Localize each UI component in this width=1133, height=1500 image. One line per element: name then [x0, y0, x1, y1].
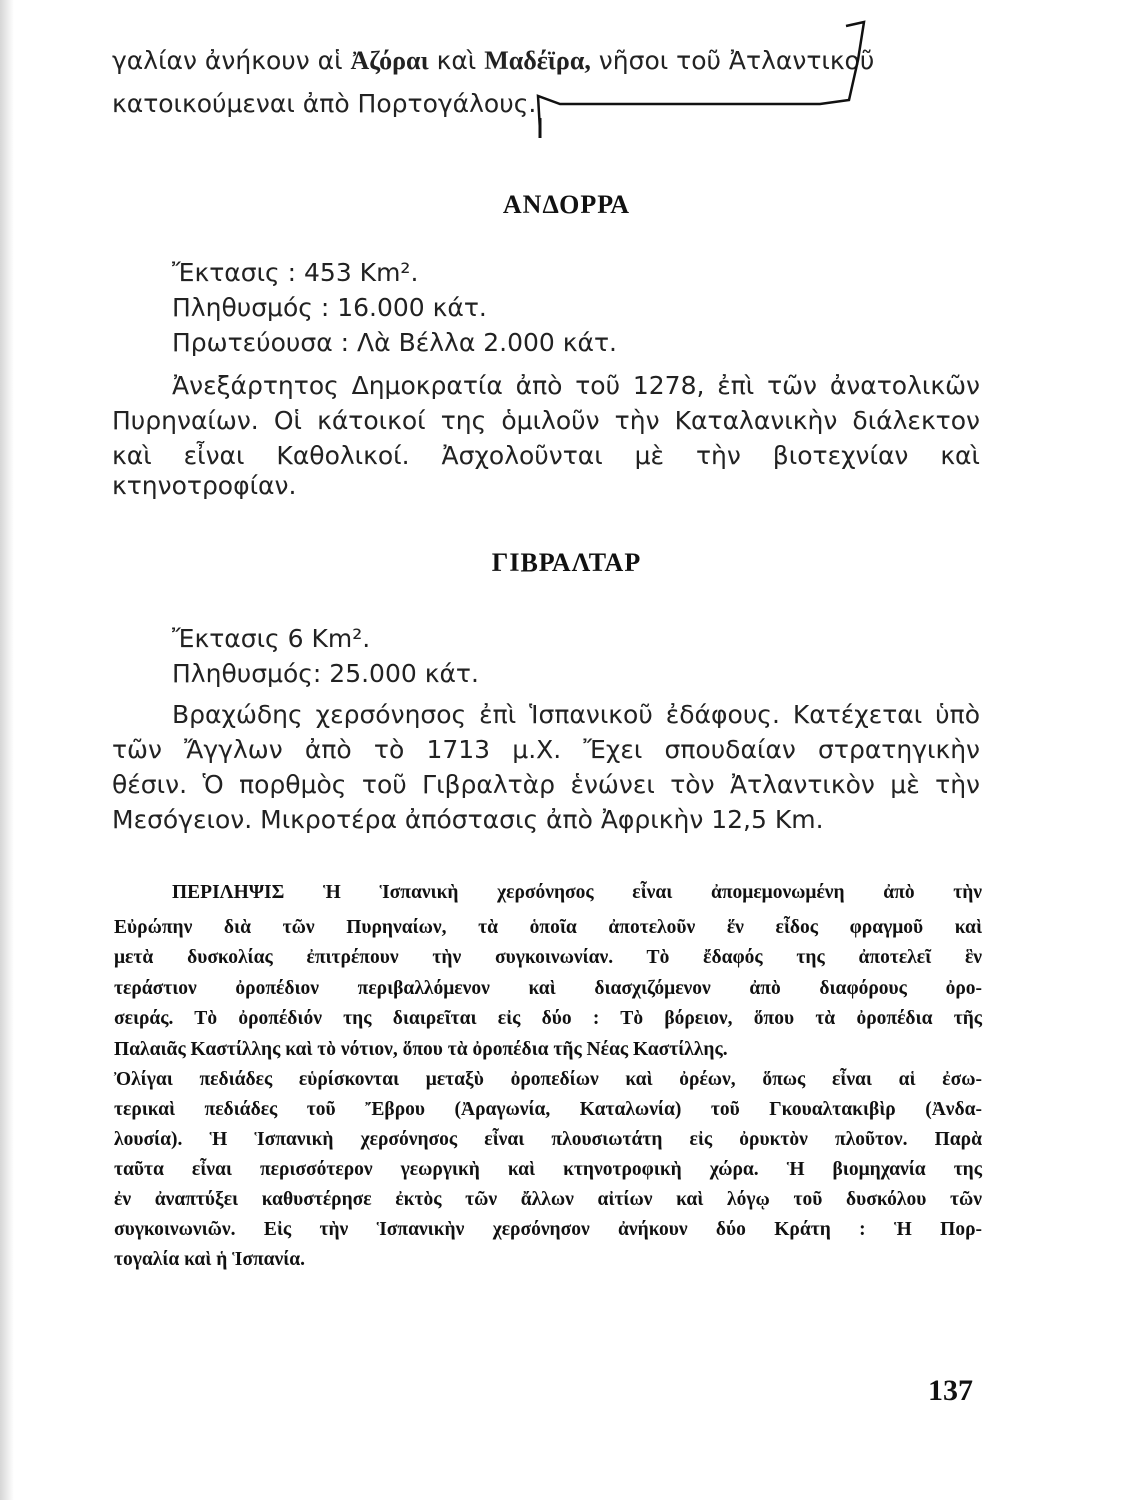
summary-line-13: τογαλία καὶ ἡ Ἱσπανία. [114, 1249, 306, 1270]
intro-text-a: γαλίαν ἀνήκουν αἱ [112, 46, 351, 75]
andorra-capital: Πρωτεύουσα : Λὰ Βέλλα 2.000 κάτ. [172, 328, 617, 357]
summary-line-8: τερικαὶ πεδιάδες τοῦ Ἔβρου (Ἀραγωνία, Καταλωνία) τοῦ Γκουαλτακιβὶρ (Ἀνδα- [114, 1099, 982, 1120]
gibraltar-heading: ΓΙΒΡΑΛΤΑΡ [491, 548, 642, 577]
summary-line-12: συγκοινωνιῶν. Εἰς τὴν Ἱσπανικὴν χερσόνησον ἀνήκουν δύο Κράτη : Ἡ Πορ- [114, 1219, 982, 1240]
page-number: 137 [928, 1374, 973, 1407]
summary-line-4: τεράστιον ὀροπέδιον περιβαλλόμενον καὶ διασχιζόμενον ἀπὸ διαφόρους ὀρο- [114, 978, 982, 999]
intro-azores: Ἀζόραι [350, 46, 429, 75]
summary-line-7: Ὀλίγαι πεδιάδες εὑρίσκονται μεταξὺ ὀροπεδίων καὶ ὀρέων, ὅπως εἶναι αἱ ἐσω- [114, 1069, 982, 1090]
andorra-text-line-2: Πυρηναίων. Οἱ κάτοικοί της ὁμιλοῦν τὴν Καταλανικὴν διάλεκτον [112, 406, 980, 435]
andorra-heading: ΑΝΔΟΡΡΑ [502, 190, 631, 219]
intro-text-c: καὶ [428, 46, 485, 75]
gibraltar-area: Ἔκτασις 6 Km². [172, 624, 371, 653]
summary-line-6: Παλαιᾶς Καστίλλης καὶ τὸ νότιον, ὅπου τὰ ὀροπέδια τῆς Νέας Καστίλλης. [114, 1039, 728, 1060]
intro-madeira: Μαδέϊρα, [484, 46, 591, 75]
gibraltar-text-line-4: Μεσόγειον. Μικροτέρα ἀπόστασις ἀπὸ Ἀφρικὴν 12,5 Km. [112, 805, 824, 834]
andorra-text-line-1: Ἀνεξάρτητος Δημοκρατία ἀπὸ τοῦ 1278, ἐπὶ τῶν ἀνατολικῶν [172, 371, 980, 400]
page-edge-shadow [0, 0, 14, 1500]
gibraltar-text-line-3: θέσιν. Ὁ πορθμὸς τοῦ Γιβραλτὰρ ἑνώνει τὸν Ἀτλαντικὸν μὲ τὴν [112, 770, 980, 799]
intro-line-2: κατοικούμεναι ἀπὸ Πορτογάλους. [112, 89, 537, 118]
summary-line-10: ταῦτα εἶναι περισσότερον γεωργικὴ καὶ κτηνοτροφικὴ χώρα. Ἡ βιομηχανία της [114, 1159, 982, 1180]
intro-line-1 [112, 46, 874, 76]
intro-text-e: νῆσοι τοῦ Ἀτλαντικοῦ [590, 46, 875, 75]
andorra-text-line-3: καὶ εἶναι Καθολικοί. Ἀσχολοῦνται μὲ τὴν βιοτεχνίαν καὶ κτηνοτροφίαν. [112, 441, 980, 500]
summary-line-2: Εὐρώπην διὰ τῶν Πυρηναίων, τὰ ὁποῖα ἀποτελοῦν ἕν εἶδος φραγμοῦ καὶ [114, 917, 982, 938]
summary-line-9: λουσία). Ἡ Ἱσπανικὴ χερσόνησος εἶναι πλουσιωτάτη εἰς ὀρυκτὸν πλοῦτον. Παρὰ [114, 1129, 982, 1150]
summary-line-1: ΠΕΡΙΛΗΨΙΣ Ἡ Ἱσπανικὴ χερσόνησος εἶναι ἀπομεμονωμένη ἀπὸ τὴν [172, 882, 982, 903]
summary-line-3: μετὰ δυσκολίας ἐπιτρέπουν τὴν συγκοινωνίαν. Τὸ ἔδαφός της ἀποτελεῖ ἓν [114, 947, 982, 968]
summary-line-5: σειράς. Τὸ ὀροπέδιόν της διαιρεῖται εἰς δύο : Τὸ βόρειον, ὅπου τὰ ὀροπέδια τῆς [114, 1008, 982, 1029]
gibraltar-text-line-2: τῶν Ἄγγλων ἀπὸ τὸ 1713 μ.Χ. Ἔχει σπουδαίαν στρατηγικὴν [112, 735, 980, 764]
andorra-area: Ἔκτασις : 453 Km². [172, 258, 419, 287]
summary-line-11: ἐν ἀναπτύξει καθυστέρησε ἐκτὸς τῶν ἄλλων αἰτίων καὶ λόγῳ τοῦ δυσκόλου τῶν [114, 1189, 982, 1210]
gibraltar-population: Πληθυσμός: 25.000 κάτ. [172, 659, 479, 688]
andorra-population: Πληθυσμός : 16.000 κάτ. [172, 293, 487, 322]
gibraltar-text-line-1: Βραχώδης χερσόνησος ἐπὶ Ἱσπανικοῦ ἐδάφους. Κατέχεται ὑπὸ [172, 700, 980, 729]
